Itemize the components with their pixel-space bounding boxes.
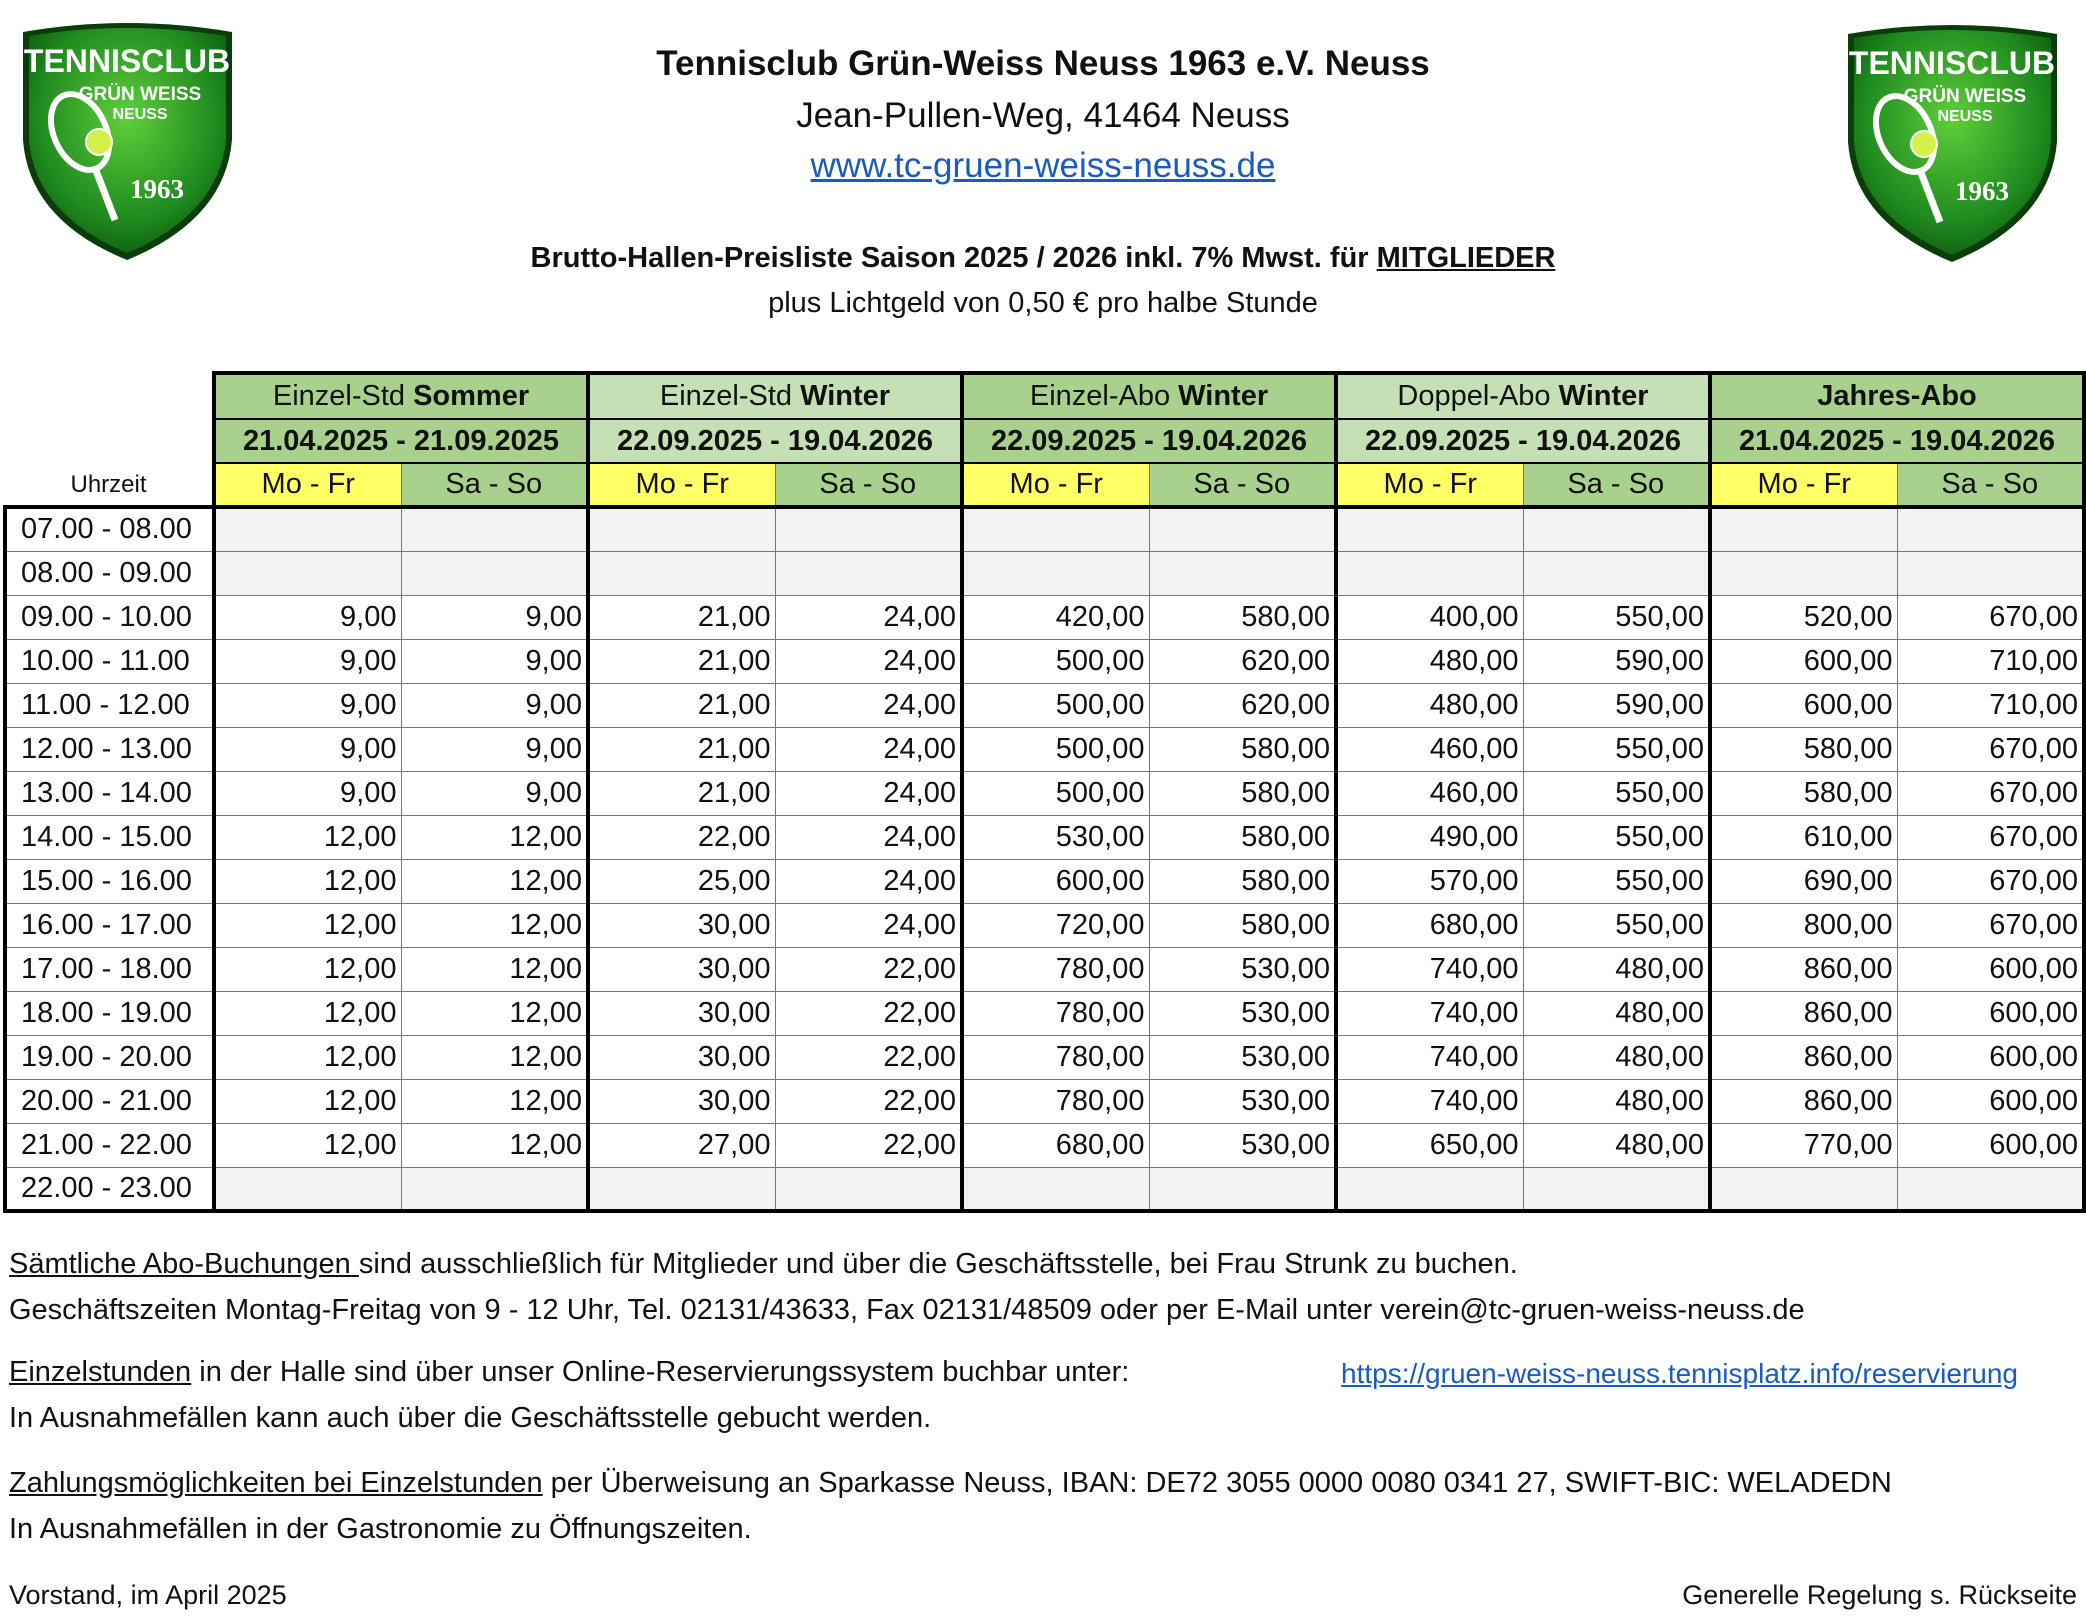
- group-title: [588, 373, 962, 419]
- time-column-header: Uhrzeit: [5, 463, 214, 507]
- day-label-weekend: Sa - So: [1523, 463, 1710, 507]
- price-cell: 24,00: [775, 771, 962, 815]
- price-table: [3, 371, 2086, 1213]
- price-cell: 12,00: [214, 1079, 401, 1123]
- price-cell: 9,00: [401, 683, 588, 727]
- table-row: [5, 639, 2084, 683]
- price-cell: 12,00: [214, 991, 401, 1035]
- price-cell: [1897, 1167, 2084, 1211]
- price-cell: 9,00: [401, 771, 588, 815]
- day-label-weekend: Sa - So: [1897, 463, 2084, 507]
- board-signature: Vorstand, im April 2025: [9, 1580, 287, 1610]
- price-cell: 740,00: [1336, 947, 1523, 991]
- club-title: Tennisclub Grün-Weiss Neuss 1963 e.V. Neuss: [656, 44, 1430, 83]
- price-cell: 600,00: [1897, 947, 2084, 991]
- price-cell: [1710, 551, 1897, 595]
- svg-text:1963: 1963: [130, 174, 184, 204]
- table-row: [5, 1123, 2084, 1167]
- price-cell: 12,00: [401, 947, 588, 991]
- price-cell: [1149, 1167, 1336, 1211]
- price-cell: 530,00: [962, 815, 1149, 859]
- price-cell: 600,00: [1897, 1123, 2084, 1167]
- group-title-plain: Einzel-Abo: [1029, 380, 1179, 412]
- price-cell: 22,00: [775, 1123, 962, 1167]
- price-cell: [1523, 551, 1710, 595]
- price-cell: [1523, 1167, 1710, 1211]
- price-cell: 620,00: [1149, 639, 1336, 683]
- day-label-weekend: Sa - So: [1149, 463, 1336, 507]
- corner-cell: [5, 419, 214, 463]
- time-slot: 16.00 - 17.00: [5, 903, 214, 947]
- time-slot: 20.00 - 21.00: [5, 1079, 214, 1123]
- table-row: [5, 903, 2084, 947]
- price-cell: 710,00: [1897, 683, 2084, 727]
- logo-wordmark: TENNISCLUB: [23, 43, 231, 79]
- price-cell: 30,00: [588, 991, 775, 1035]
- price-cell: [588, 507, 775, 551]
- table-row: [5, 947, 2084, 991]
- price-cell: [1336, 551, 1523, 595]
- price-cell: 500,00: [962, 683, 1149, 727]
- price-cell: 800,00: [1710, 903, 1897, 947]
- price-cell: 12,00: [214, 859, 401, 903]
- price-cell: 520,00: [1710, 595, 1897, 639]
- time-slot: 14.00 - 15.00: [5, 815, 214, 859]
- price-cell: 670,00: [1897, 903, 2084, 947]
- price-cell: 780,00: [962, 991, 1149, 1035]
- price-cell: 21,00: [588, 771, 775, 815]
- price-cell: 550,00: [1523, 727, 1710, 771]
- group-title-bold: Sommer: [413, 380, 530, 412]
- price-cell: 770,00: [1710, 1123, 1897, 1167]
- price-cell: 21,00: [588, 727, 775, 771]
- price-cell: 860,00: [1710, 1079, 1897, 1123]
- day-label-weekday: Mo - Fr: [1336, 463, 1523, 507]
- price-cell: 21,00: [588, 639, 775, 683]
- time-slot: 18.00 - 19.00: [5, 991, 214, 1035]
- price-cell: 480,00: [1523, 1079, 1710, 1123]
- time-slot: 17.00 - 18.00: [5, 947, 214, 991]
- price-cell: 680,00: [962, 1123, 1149, 1167]
- svg-text:NEUSS: NEUSS: [1937, 108, 1993, 125]
- time-slot: 15.00 - 16.00: [5, 859, 214, 903]
- target-group: MITGLIEDER: [1376, 242, 1556, 274]
- group-title-bold: Winter: [1558, 380, 1649, 412]
- group-title: [214, 373, 588, 419]
- price-cell: 27,00: [588, 1123, 775, 1167]
- group-header-row: [5, 373, 2084, 419]
- price-cell: 670,00: [1897, 859, 2084, 903]
- svg-text:1963: 1963: [1955, 176, 2009, 206]
- reservation-link[interactable]: https://gruen-weiss-neuss.tennisplatz.info/reservierung: [1341, 1358, 2019, 1389]
- price-cell: 600,00: [1710, 639, 1897, 683]
- price-cell: 650,00: [1336, 1123, 1523, 1167]
- group-title-bold: Winter: [800, 380, 891, 412]
- price-cell: [775, 507, 962, 551]
- price-cell: 740,00: [1336, 1035, 1523, 1079]
- price-cell: [214, 1167, 401, 1211]
- price-cell: 780,00: [962, 947, 1149, 991]
- group-title-plain: Einzel-Std: [272, 380, 414, 412]
- price-cell: [401, 1167, 588, 1211]
- price-cell: 24,00: [775, 683, 962, 727]
- price-cell: 530,00: [1149, 1079, 1336, 1123]
- payment-note: Zahlungsmöglichkeiten bei Einzelstunden per Überweisung an Sparkasse Neuss, IBAN: DE72 3055 0000 0080 0341 27, SWIFT-BIC: WELADEDN: [9, 1467, 1892, 1499]
- abo-booking-note: Sämtliche Abo-Buchungen sind ausschließlich für Mitglieder und über die Geschäftsstelle, bei Frau Strunk zu buchen.: [9, 1248, 1518, 1280]
- price-cell: 550,00: [1523, 859, 1710, 903]
- day-label-weekend: Sa - So: [401, 463, 588, 507]
- price-cell: [214, 551, 401, 595]
- single-booking-note: Einzelstunden in der Halle sind über unser Online-Reservierungssystem buchbar unter:: [9, 1356, 1130, 1388]
- price-cell: 24,00: [775, 639, 962, 683]
- price-cell: 9,00: [214, 727, 401, 771]
- price-cell: 9,00: [214, 639, 401, 683]
- time-slot: 21.00 - 22.00: [5, 1123, 214, 1167]
- light-fee-note: plus Lichtgeld von 0,50 € pro halbe Stunde: [768, 287, 1318, 319]
- price-cell: 550,00: [1523, 815, 1710, 859]
- price-cell: 670,00: [1897, 815, 2084, 859]
- price-cell: 860,00: [1710, 947, 1897, 991]
- day-label-weekend: Sa - So: [775, 463, 962, 507]
- day-label-weekday: Mo - Fr: [588, 463, 775, 507]
- price-cell: [1710, 507, 1897, 551]
- price-cell: 30,00: [588, 903, 775, 947]
- time-slot: 19.00 - 20.00: [5, 1035, 214, 1079]
- price-cell: [588, 1167, 775, 1211]
- price-cell: 600,00: [1897, 1035, 2084, 1079]
- day-label-weekday: Mo - Fr: [962, 463, 1149, 507]
- price-cell: 400,00: [1336, 595, 1523, 639]
- group-title-plain: Einzel-Std: [659, 380, 801, 412]
- price-cell: 9,00: [214, 771, 401, 815]
- price-cell: 530,00: [1149, 1123, 1336, 1167]
- price-cell: 740,00: [1336, 991, 1523, 1035]
- price-cell: 590,00: [1523, 683, 1710, 727]
- general-rule-note: Generelle Regelung s. Rückseite: [1682, 1580, 2077, 1610]
- table-row: [5, 1035, 2084, 1079]
- group-period: 22.09.2025 - 19.04.2026: [1336, 419, 1710, 463]
- club-website-link[interactable]: www.tc-gruen-weiss-neuss.de: [810, 146, 1276, 185]
- price-cell: 480,00: [1336, 683, 1523, 727]
- price-cell: 9,00: [401, 639, 588, 683]
- price-cell: 9,00: [214, 683, 401, 727]
- price-cell: 24,00: [775, 595, 962, 639]
- group-period: 22.09.2025 - 19.04.2026: [588, 419, 962, 463]
- price-cell: 580,00: [1710, 771, 1897, 815]
- price-cell: 24,00: [775, 815, 962, 859]
- price-cell: 670,00: [1897, 595, 2084, 639]
- price-cell: 600,00: [962, 859, 1149, 903]
- time-slot: 13.00 - 14.00: [5, 771, 214, 815]
- price-cell: 500,00: [962, 727, 1149, 771]
- table-row: [5, 595, 2084, 639]
- table-row: [5, 859, 2084, 903]
- price-cell: 530,00: [1149, 1035, 1336, 1079]
- price-cell: 22,00: [775, 947, 962, 991]
- time-slot: 22.00 - 23.00: [5, 1167, 214, 1211]
- price-cell: 12,00: [401, 903, 588, 947]
- price-cell: 600,00: [1897, 1079, 2084, 1123]
- price-cell: 12,00: [401, 991, 588, 1035]
- price-cell: 12,00: [214, 815, 401, 859]
- price-cell: [962, 551, 1149, 595]
- time-slot: 12.00 - 13.00: [5, 727, 214, 771]
- table-row: [5, 551, 2084, 595]
- price-cell: [401, 507, 588, 551]
- price-cell: 30,00: [588, 1035, 775, 1079]
- price-cell: 420,00: [962, 595, 1149, 639]
- price-cell: 21,00: [588, 683, 775, 727]
- price-cell: 680,00: [1336, 903, 1523, 947]
- price-cell: 12,00: [214, 1123, 401, 1167]
- price-cell: 12,00: [214, 903, 401, 947]
- price-cell: 12,00: [401, 1123, 588, 1167]
- table-row: [5, 991, 2084, 1035]
- price-cell: [1897, 551, 2084, 595]
- time-slot: 08.00 - 09.00: [5, 551, 214, 595]
- price-cell: [1897, 507, 2084, 551]
- table-row: [5, 683, 2084, 727]
- price-cell: 580,00: [1149, 771, 1336, 815]
- price-cell: 480,00: [1523, 1035, 1710, 1079]
- price-cell: 600,00: [1710, 683, 1897, 727]
- price-cell: 530,00: [1149, 947, 1336, 991]
- price-cell: 480,00: [1523, 991, 1710, 1035]
- price-cell: 780,00: [962, 1079, 1149, 1123]
- price-cell: [962, 1167, 1149, 1211]
- price-cell: 580,00: [1149, 815, 1336, 859]
- price-cell: [1523, 507, 1710, 551]
- price-cell: 620,00: [1149, 683, 1336, 727]
- day-label-weekday: Mo - Fr: [214, 463, 401, 507]
- price-cell: 550,00: [1523, 595, 1710, 639]
- price-cell: 570,00: [1336, 859, 1523, 903]
- price-cell: 780,00: [962, 1035, 1149, 1079]
- price-cell: 740,00: [1336, 1079, 1523, 1123]
- price-cell: 490,00: [1336, 815, 1523, 859]
- group-period: 21.04.2025 - 19.04.2026: [1710, 419, 2084, 463]
- price-cell: [588, 551, 775, 595]
- price-cell: 720,00: [962, 903, 1149, 947]
- price-cell: 710,00: [1897, 639, 2084, 683]
- office-hours: Geschäftszeiten Montag-Freitag von 9 - 12 Uhr, Tel. 02131/43633, Fax 02131/48509 oder per E-Mail unter verein@tc-gruen-weiss-neuss.de: [9, 1294, 1805, 1326]
- price-cell: 30,00: [588, 947, 775, 991]
- price-cell: 12,00: [401, 1079, 588, 1123]
- price-cell: 670,00: [1897, 771, 2084, 815]
- group-period: 21.04.2025 - 21.09.2025: [214, 419, 588, 463]
- price-cell: 12,00: [214, 947, 401, 991]
- time-slot: 11.00 - 12.00: [5, 683, 214, 727]
- price-cell: 460,00: [1336, 771, 1523, 815]
- price-cell: [962, 507, 1149, 551]
- day-label-weekday: Mo - Fr: [1710, 463, 1897, 507]
- price-cell: [401, 551, 588, 595]
- group-title: [1336, 373, 1710, 419]
- price-cell: [1149, 551, 1336, 595]
- day-label-row: [5, 463, 2084, 507]
- table-row: [5, 507, 2084, 551]
- price-cell: [775, 551, 962, 595]
- price-cell: 22,00: [588, 815, 775, 859]
- price-cell: 550,00: [1523, 903, 1710, 947]
- price-cell: 530,00: [1149, 991, 1336, 1035]
- price-cell: 550,00: [1523, 771, 1710, 815]
- price-cell: 480,00: [1336, 639, 1523, 683]
- group-title: [962, 373, 1336, 419]
- table-row: [5, 771, 2084, 815]
- price-cell: 24,00: [775, 727, 962, 771]
- price-cell: 600,00: [1897, 991, 2084, 1035]
- price-cell: 500,00: [962, 771, 1149, 815]
- price-cell: 25,00: [588, 859, 775, 903]
- price-cell: 12,00: [401, 815, 588, 859]
- time-slot: 07.00 - 08.00: [5, 507, 214, 551]
- group-title-bold: Jahres-Abo: [1817, 380, 1977, 412]
- svg-text:NEUSS: NEUSS: [112, 106, 168, 123]
- table-row: [5, 815, 2084, 859]
- price-cell: 580,00: [1149, 859, 1336, 903]
- price-cell: 860,00: [1710, 1035, 1897, 1079]
- gastro-exception-note: In Ausnahmefällen in der Gastronomie zu Öffnungszeiten.: [9, 1513, 752, 1545]
- group-title: [1710, 373, 2084, 419]
- svg-text:GRÜN WEISS: GRÜN WEISS: [1903, 86, 2027, 107]
- price-cell: 30,00: [588, 1079, 775, 1123]
- price-cell: [214, 507, 401, 551]
- group-title-plain: Doppel-Abo: [1397, 380, 1559, 412]
- price-cell: 670,00: [1897, 727, 2084, 771]
- price-cell: 12,00: [401, 859, 588, 903]
- price-cell: 24,00: [775, 903, 962, 947]
- price-cell: 21,00: [588, 595, 775, 639]
- time-slot: 09.00 - 10.00: [5, 595, 214, 639]
- time-slot: 10.00 - 11.00: [5, 639, 214, 683]
- price-cell: 22,00: [775, 1035, 962, 1079]
- price-cell: 460,00: [1336, 727, 1523, 771]
- price-cell: 580,00: [1149, 595, 1336, 639]
- price-cell: 610,00: [1710, 815, 1897, 859]
- price-cell: 500,00: [962, 639, 1149, 683]
- price-cell: 580,00: [1149, 727, 1336, 771]
- price-cell: 580,00: [1710, 727, 1897, 771]
- price-cell: 12,00: [401, 1035, 588, 1079]
- price-cell: 480,00: [1523, 947, 1710, 991]
- price-cell: [1336, 507, 1523, 551]
- price-cell: 9,00: [214, 595, 401, 639]
- club-address: Jean-Pullen-Weg, 41464 Neuss: [796, 96, 1290, 135]
- table-row: [5, 727, 2084, 771]
- table-row: [5, 1167, 2084, 1211]
- price-cell: 690,00: [1710, 859, 1897, 903]
- period-row: [5, 419, 2084, 463]
- group-period: 22.09.2025 - 19.04.2026: [962, 419, 1336, 463]
- group-title-bold: Winter: [1178, 380, 1269, 412]
- table-row: [5, 1079, 2084, 1123]
- price-cell: 9,00: [401, 595, 588, 639]
- price-cell: [775, 1167, 962, 1211]
- office-exception-note: In Ausnahmefällen kann auch über die Geschäftsstelle gebucht werden.: [9, 1402, 932, 1434]
- price-list-heading: Brutto-Hallen-Preisliste Saison 2025 / 2026 inkl. 7% Mwst. für MITGLIEDER: [530, 242, 1556, 274]
- price-cell: [1710, 1167, 1897, 1211]
- price-cell: 9,00: [401, 727, 588, 771]
- price-cell: 860,00: [1710, 991, 1897, 1035]
- svg-text:TENNISCLUB: TENNISCLUB: [1848, 45, 2056, 81]
- price-cell: 580,00: [1149, 903, 1336, 947]
- price-cell: 480,00: [1523, 1123, 1710, 1167]
- price-cell: 22,00: [775, 1079, 962, 1123]
- price-cell: 24,00: [775, 859, 962, 903]
- price-cell: 22,00: [775, 991, 962, 1035]
- price-cell: [1336, 1167, 1523, 1211]
- corner-cell: [5, 373, 214, 419]
- price-cell: 590,00: [1523, 639, 1710, 683]
- price-cell: 12,00: [214, 1035, 401, 1079]
- price-cell: [1149, 507, 1336, 551]
- svg-text:GRÜN WEISS: GRÜN WEISS: [78, 84, 202, 105]
